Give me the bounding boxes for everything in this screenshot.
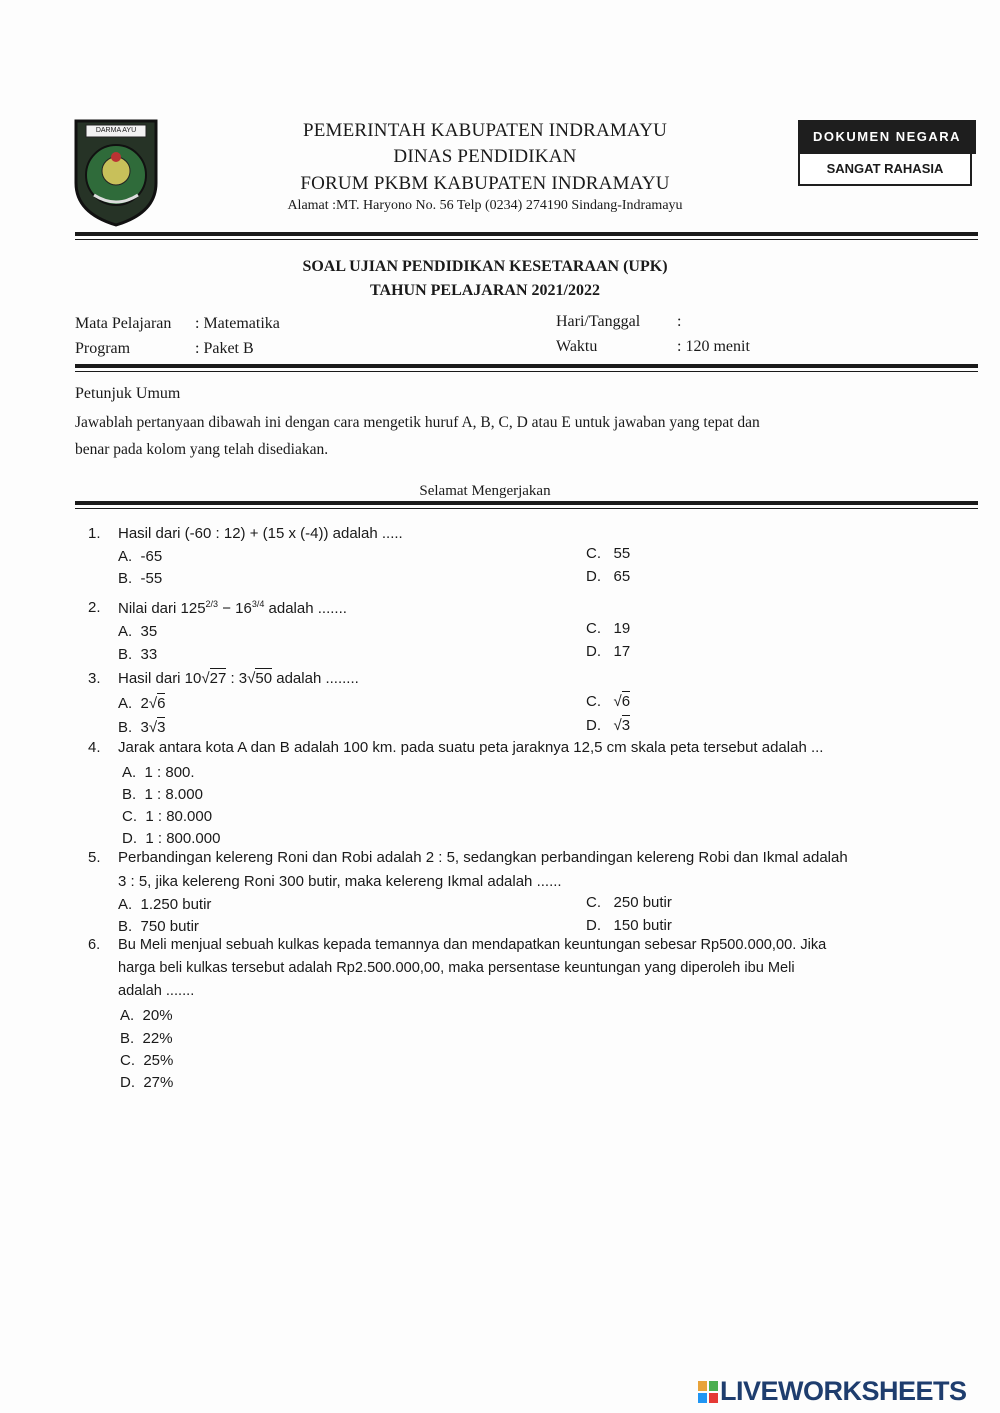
option-c[interactable] xyxy=(586,894,672,911)
institution-logo xyxy=(72,117,160,227)
option-text: 17 xyxy=(613,643,631,660)
option-text: 19 xyxy=(613,620,631,637)
option-letter: B. xyxy=(120,1030,135,1047)
option-letter: D. xyxy=(120,1074,135,1091)
program-label: Program xyxy=(75,340,131,357)
exam-title: SOAL UJIAN PENDIDIKAN KESETARAAN (UPK) xyxy=(302,258,668,275)
header-line-2: DINAS PENDIDIKAN xyxy=(393,146,577,167)
option-letter: C. xyxy=(122,808,137,825)
exponent: 3/4 xyxy=(251,599,265,609)
liveworksheets-watermark: LIVEWORKSHEETS xyxy=(720,1376,967,1406)
option-d[interactable] xyxy=(586,643,630,660)
subject-value: : Matematika xyxy=(195,315,280,332)
option-a[interactable] xyxy=(118,896,211,913)
question-text: Jarak antara kota A dan B adalah 100 km. pada suatu peta jaraknya 12,5 cm skala peta tersebut adalah ... xyxy=(118,739,824,756)
info-divider-thick xyxy=(75,364,978,368)
option-d[interactable] xyxy=(586,917,672,934)
question-text: Hasil dari 10√27 : 3√50 adalah ........ xyxy=(118,670,359,687)
section-divider-thick xyxy=(75,501,978,505)
exam-year: TAHUN PELAJARAN 2021/2022 xyxy=(370,282,600,299)
option-letter: C. xyxy=(586,620,601,637)
option-text: -65 xyxy=(140,548,163,565)
question-text-continued: harga beli kulkas tersebut adalah Rp2.500.000,00, maka persentase keuntungan yang diperoleh ibu Meli xyxy=(118,960,795,976)
option-letter: B. xyxy=(118,646,133,663)
date-value: : xyxy=(677,313,682,330)
option-b[interactable] xyxy=(118,570,162,587)
option-letter: A. xyxy=(122,764,137,781)
option-a[interactable] xyxy=(122,764,195,781)
option-text: 22% xyxy=(142,1030,173,1047)
section-divider-thin xyxy=(75,508,978,509)
option-letter: B. xyxy=(118,719,133,736)
option-text: 27% xyxy=(143,1074,174,1091)
question-number: 6. xyxy=(88,937,101,953)
instructions-heading: Petunjuk Umum xyxy=(75,385,181,402)
header-line-1: PEMERINTAH KABUPATEN INDRAMAYU xyxy=(302,120,668,141)
option-letter: A. xyxy=(118,896,133,913)
question-3 xyxy=(0,670,1000,694)
option-text: 1 : 8.000 xyxy=(144,786,203,803)
question-text: Bu Meli menjual sebuah kulkas kepada temannya dan mendapatkan keuntungan sebesar Rp500.000,00. Jika xyxy=(118,937,827,953)
option-a[interactable] xyxy=(118,548,162,565)
option-letter: D. xyxy=(586,917,601,934)
option-c[interactable]: C. √6 xyxy=(586,693,631,710)
question-6 xyxy=(0,937,1000,1005)
option-letter: A. xyxy=(118,623,133,640)
option-letter: A. xyxy=(118,548,133,565)
option-text: 1.250 butir xyxy=(140,896,212,913)
question-number: 5. xyxy=(88,849,101,866)
instructions-line-2: benar pada kolom yang telah disediakan. xyxy=(75,441,329,458)
option-b[interactable] xyxy=(118,646,157,663)
option-letter: D. xyxy=(586,568,601,585)
question-2 xyxy=(0,599,1000,623)
option-letter: A. xyxy=(120,1007,135,1024)
option-b[interactable] xyxy=(122,786,203,803)
time-label: Waktu xyxy=(556,338,598,355)
option-letter: D. xyxy=(122,830,137,847)
option-text: 3 xyxy=(157,719,166,736)
question-text-continued-2: adalah ....... xyxy=(118,983,195,999)
question-number: 1. xyxy=(88,525,101,542)
option-letter: B. xyxy=(122,786,137,803)
date-label: Hari/Tanggal xyxy=(556,313,641,330)
question-4 xyxy=(0,739,1000,763)
option-text: 1 : 80.000 xyxy=(145,808,213,825)
option-d[interactable] xyxy=(586,568,630,585)
option-text: 1 : 800. xyxy=(144,764,195,781)
option-d[interactable] xyxy=(122,830,220,847)
badge-sangat-rahasia: SANGAT RAHASIA xyxy=(798,152,972,186)
option-text: 150 butir xyxy=(613,917,672,934)
option-text: 65 xyxy=(613,568,631,585)
option-text: 6 xyxy=(621,693,631,710)
option-text: 1 : 800.000 xyxy=(145,830,221,847)
option-text: 750 butir xyxy=(140,918,199,935)
question-text: Nilai dari $125^{2/3} - 16^{3/4}$ adalah ....... xyxy=(118,599,347,617)
closing-text: Selamat Mengerjakan xyxy=(419,483,551,499)
liveworksheets-logo-icon xyxy=(698,1381,718,1403)
option-letter: A. xyxy=(118,695,133,712)
option-letter: B. xyxy=(118,918,133,935)
option-letter: C. xyxy=(586,693,601,710)
option-a[interactable]: A. 2√6 xyxy=(118,695,166,712)
question-5 xyxy=(0,849,1000,897)
info-divider-thin xyxy=(75,371,978,372)
header-divider-thick xyxy=(75,232,978,236)
time-value: : 120 menit xyxy=(677,338,750,355)
logo-text: DARMA AYU xyxy=(95,127,137,134)
option-letter: D. xyxy=(586,643,601,660)
program-value: : Paket B xyxy=(195,340,254,357)
option-text: 55 xyxy=(613,545,631,562)
instructions-line-1: Jawablah pertanyaan dibawah ini dengan cara mengetik huruf A, B, C, D atau E untuk jawaban yang tepat dan xyxy=(75,414,760,431)
option-letter: D. xyxy=(586,717,601,734)
option-a[interactable] xyxy=(118,623,157,640)
option-text: -55 xyxy=(140,570,163,587)
question-text-continued: 3 : 5, jika kelereng Roni 300 butir, maka kelereng Ikmal adalah ...... xyxy=(118,873,562,890)
question-number: 4. xyxy=(88,739,101,756)
question-text: Perbandingan kelereng Roni dan Robi adalah 2 : 5, sedangkan perbandingan kelereng Robi dan Ikmal adalah xyxy=(118,849,848,866)
header-divider-thin xyxy=(75,239,978,240)
option-letter: B. xyxy=(118,570,133,587)
option-c[interactable] xyxy=(586,620,630,637)
option-b[interactable] xyxy=(120,1030,173,1047)
header-address: Alamat :MT. Haryono No. 56 Telp (0234) 274190 Sindang-Indramayu xyxy=(287,198,683,213)
subject-label: Mata Pelajaran xyxy=(75,315,172,332)
option-text: 33 xyxy=(140,646,158,663)
option-text: 6 xyxy=(157,695,166,712)
option-text: 25% xyxy=(143,1052,174,1069)
exponent: 2/3 xyxy=(205,599,219,609)
option-b[interactable] xyxy=(118,918,199,935)
question-number: 2. xyxy=(88,599,101,616)
option-letter: C. xyxy=(120,1052,135,1069)
option-text: 250 butir xyxy=(613,894,672,911)
option-b[interactable]: B. 3√3 xyxy=(118,719,166,736)
question-number: 3. xyxy=(88,670,101,687)
option-c[interactable] xyxy=(120,1052,173,1069)
option-c[interactable] xyxy=(122,808,212,825)
option-text: 35 xyxy=(140,623,158,640)
question-text: Hasil dari (-60 : 12) + (15 x (-4)) adalah ..... xyxy=(118,525,403,542)
option-d[interactable] xyxy=(120,1074,173,1091)
option-a[interactable] xyxy=(120,1007,173,1024)
option-letter: C. xyxy=(586,894,601,911)
option-d[interactable]: D. √3 xyxy=(586,717,631,734)
option-text: 20% xyxy=(142,1007,173,1024)
badge-dokumen-negara: DOKUMEN NEGARA xyxy=(798,120,976,154)
header-line-3: FORUM PKBM KABUPATEN INDRAMAYU xyxy=(300,173,670,194)
option-c[interactable] xyxy=(586,545,630,562)
option-letter: C. xyxy=(586,545,601,562)
option-text: 3 xyxy=(621,717,631,734)
